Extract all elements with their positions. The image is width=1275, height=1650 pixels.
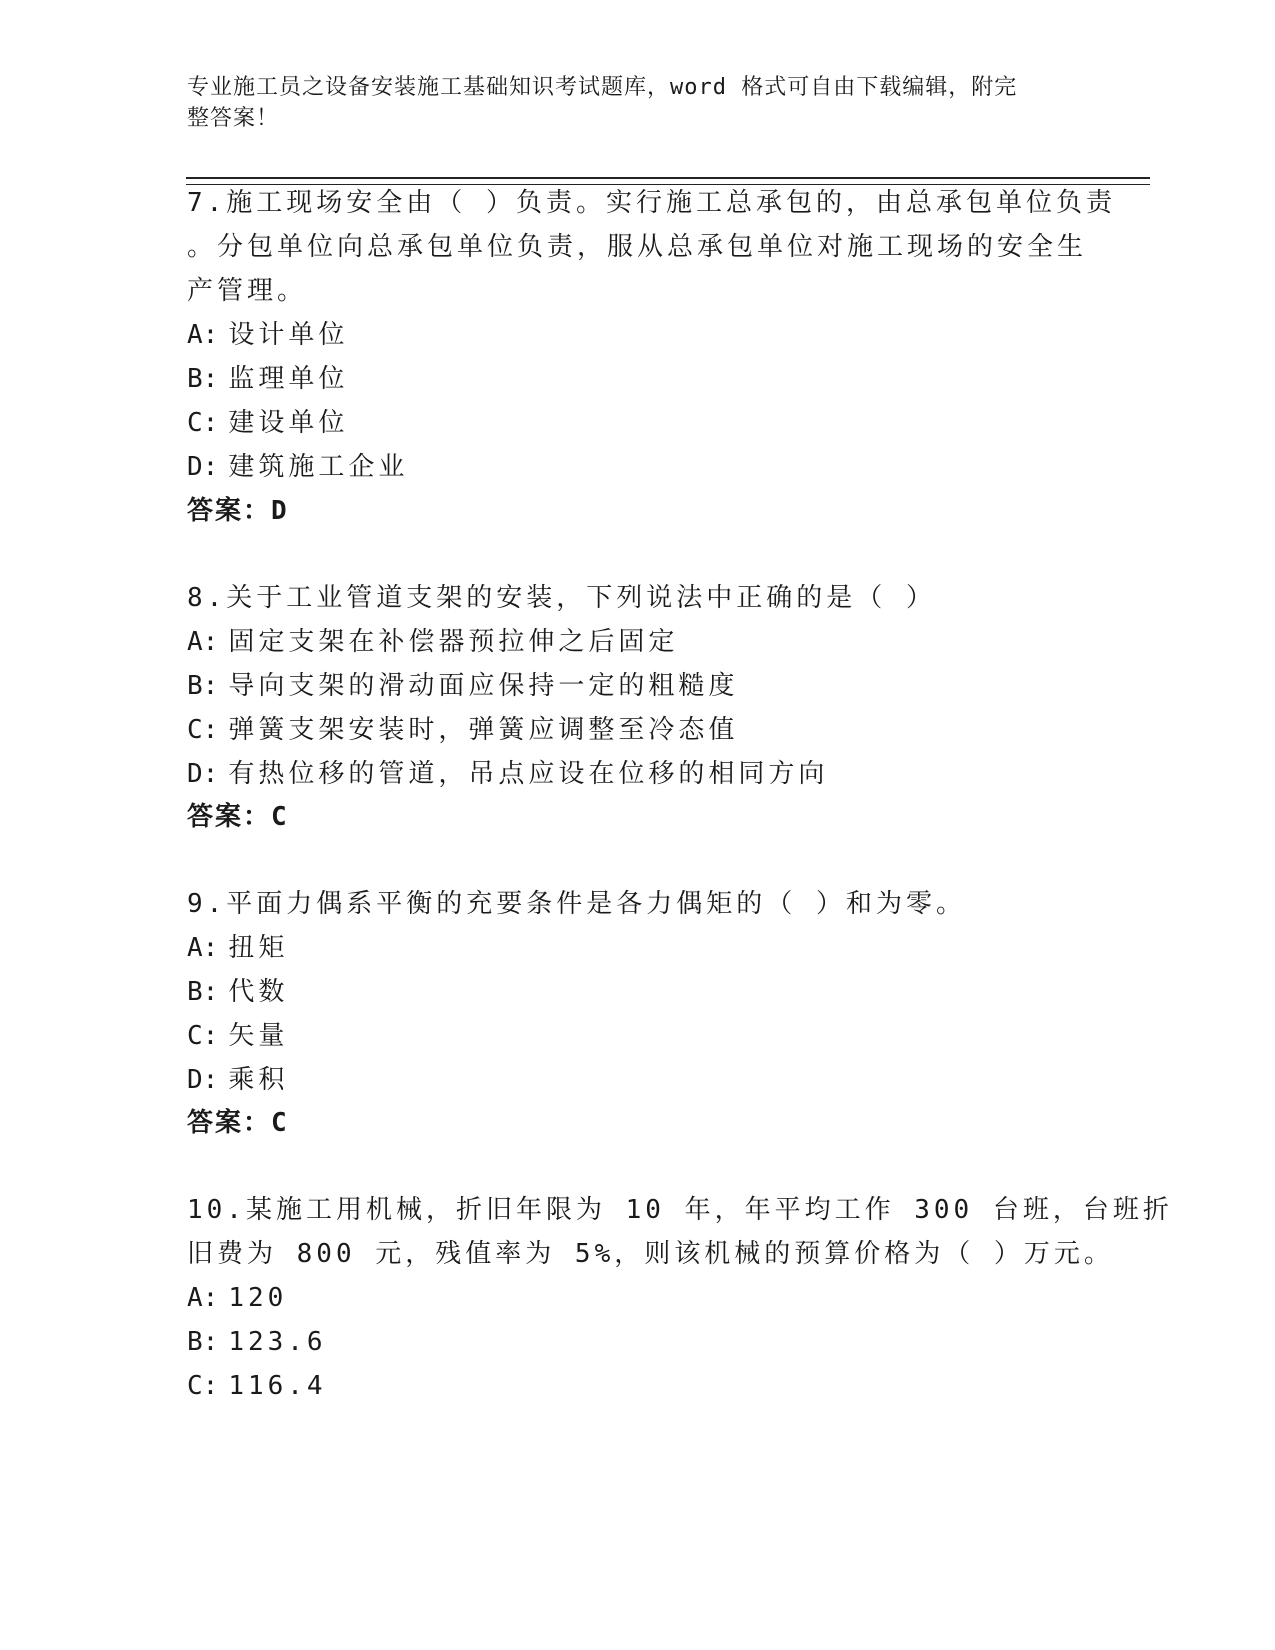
option-text: 有热位移的管道，吊点应设在位移的相同方向 bbox=[228, 759, 829, 789]
option-d bbox=[187, 452, 408, 482]
option-letter: D: bbox=[187, 452, 219, 482]
option-letter: C: bbox=[187, 715, 219, 745]
question-text: 产管理。 bbox=[187, 276, 308, 306]
question-text: 7.施工现场安全由（ ）负责。实行施工总承包的，由总承包单位负责 bbox=[187, 188, 1116, 218]
option-letter: C: bbox=[187, 1371, 219, 1401]
answer-label: 答案：C bbox=[187, 802, 289, 832]
option-text: 116.4 bbox=[228, 1371, 327, 1401]
option-text: 代数 bbox=[228, 977, 289, 1007]
question-text: 8.关于工业管道支架的安装，下列说法中正确的是（ ） bbox=[187, 583, 936, 613]
option-letter: A: bbox=[187, 1283, 219, 1313]
header-line: 专业施工员之设备安装施工基础知识考试题库，word 格式可自由下载编辑，附完 bbox=[187, 75, 1018, 100]
option-c bbox=[187, 1021, 288, 1051]
option-letter: B: bbox=[187, 364, 219, 394]
option-c bbox=[187, 1371, 327, 1401]
option-a bbox=[187, 1283, 287, 1313]
option-text: 弹簧支架安装时，弹簧应调整至冷态值 bbox=[228, 715, 739, 745]
option-letter: B: bbox=[187, 671, 219, 701]
question-text: 10.某施工用机械，折旧年限为 10 年，年平均工作 300 台班，台班折 bbox=[187, 1195, 1173, 1225]
question-text: 旧费为 800 元，残值率为 5%，则该机械的预算价格为（ ）万元。 bbox=[187, 1239, 1114, 1269]
option-text: 123.6 bbox=[228, 1327, 327, 1357]
option-letter: A: bbox=[187, 320, 219, 350]
option-c bbox=[187, 408, 348, 438]
option-text: 建设单位 bbox=[228, 408, 349, 438]
option-text: 设计单位 bbox=[228, 320, 349, 350]
option-a bbox=[187, 320, 348, 350]
option-b bbox=[187, 364, 348, 394]
option-letter: B: bbox=[187, 977, 219, 1007]
option-text: 固定支架在补偿器预拉伸之后固定 bbox=[228, 627, 679, 657]
option-text: 乘积 bbox=[228, 1065, 289, 1095]
option-b bbox=[187, 977, 288, 1007]
header-line: 整答案！ bbox=[187, 106, 280, 131]
option-letter: A: bbox=[187, 933, 219, 963]
option-letter: D: bbox=[187, 1065, 219, 1095]
option-text: 扭矩 bbox=[228, 933, 289, 963]
option-text: 导向支架的滑动面应保持一定的粗糙度 bbox=[228, 671, 739, 701]
option-text: 建筑施工企业 bbox=[228, 452, 409, 482]
option-c bbox=[187, 715, 738, 745]
document-header bbox=[187, 72, 1087, 134]
option-a bbox=[187, 933, 288, 963]
answer-label: 答案：C bbox=[187, 1108, 289, 1138]
option-text: 矢量 bbox=[228, 1021, 289, 1051]
option-b bbox=[187, 671, 738, 701]
option-letter: B: bbox=[187, 1327, 219, 1357]
answer-label: 答案：D bbox=[187, 496, 289, 526]
option-a bbox=[187, 627, 678, 657]
option-d bbox=[187, 1065, 288, 1095]
option-text: 120 bbox=[228, 1283, 288, 1313]
question-text: 。分包单位向总承包单位负责，服从总承包单位对施工现场的安全生 bbox=[187, 232, 1088, 262]
option-letter: C: bbox=[187, 1021, 219, 1051]
option-d bbox=[187, 759, 828, 789]
option-text: 监理单位 bbox=[228, 364, 349, 394]
option-letter: C: bbox=[187, 408, 219, 438]
option-b bbox=[187, 1327, 327, 1357]
question-text: 9.平面力偶系平衡的充要条件是各力偶矩的（ ）和为零。 bbox=[187, 889, 966, 919]
option-letter: A: bbox=[187, 627, 219, 657]
option-letter: D: bbox=[187, 759, 219, 789]
header-divider bbox=[186, 177, 1150, 185]
